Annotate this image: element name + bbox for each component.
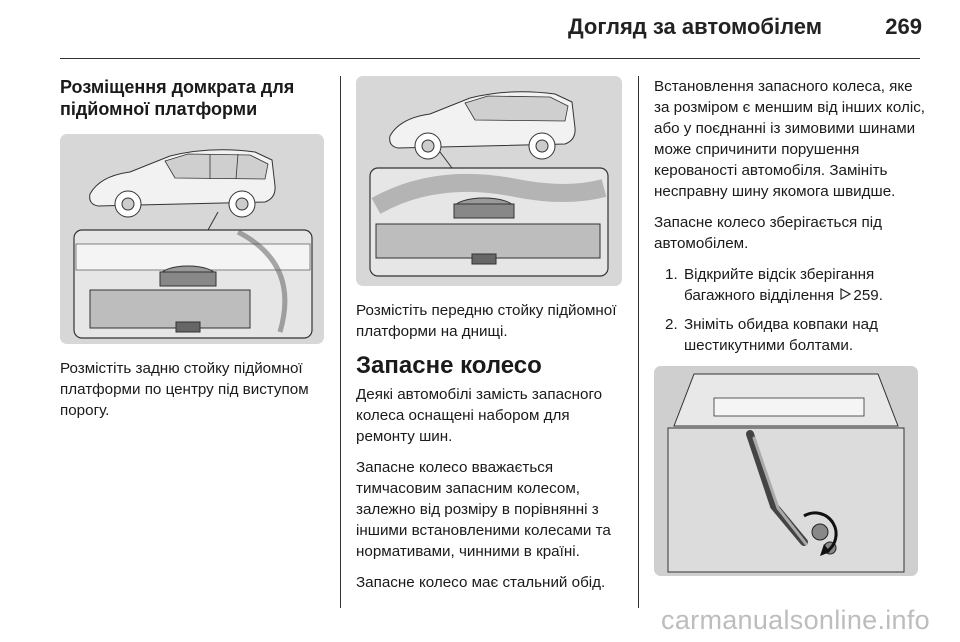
rear-lift-caption: Розмістіть задню стойку підйомної платформи по центру під виступом порогу. <box>60 360 309 419</box>
spare-wheel-paragraph-4: Встановлення запасного колеса, яке за розміром є меншим від інших коліс, або у поєднанні із зимовими шинами може спричинити порушення керованості автомобіля. Замініть несправну шину якомога швидше. <box>654 78 926 200</box>
column-divider-left <box>340 76 341 608</box>
header-divider <box>60 58 920 59</box>
arrow-reference-icon <box>840 285 851 306</box>
front-lift-caption: Розмістіть передню стойку підйомної платформи на днищі. <box>356 302 617 340</box>
left-column <box>60 76 328 431</box>
steps-list <box>654 264 926 356</box>
figure-front-lift-point <box>356 76 622 286</box>
page-number: 269 <box>885 14 922 39</box>
spare-wheel-paragraph-5: Запасне колесо зберігається під автомобілем. <box>654 214 882 252</box>
column-divider-right <box>638 76 639 608</box>
spare-wheel-paragraph-1: Деякі автомобілі замість запасного колеса оснащені набором для ремонту шин. <box>356 386 603 445</box>
page-reference-link[interactable]: 259. <box>853 287 883 304</box>
step-number: 1. <box>665 266 678 283</box>
jack-position-heading: Розміщення домкрата для підйомної платформи <box>60 77 295 119</box>
spare-wheel-heading: Запасне колесо <box>356 352 542 379</box>
figure-rear-lift-point <box>60 134 324 344</box>
spare-wheel-paragraph-2: Запасне колесо вважається тимчасовим запасним колесом, залежно від розміру в порівнянні з іншими встановленими колесами та нормативами, чинними в країні. <box>356 459 611 560</box>
section-title: Догляд за автомобілем <box>567 14 822 39</box>
step-item <box>654 264 926 306</box>
car-front-lift-illustration <box>356 76 622 286</box>
spare-wheel-paragraph-3: Запасне колесо має стальний обід. <box>356 574 606 591</box>
right-column <box>654 76 926 576</box>
step-text: Відкрийте відсік зберігання багажного відділення <box>684 266 875 304</box>
figure-trunk-bolt-caps <box>654 366 918 576</box>
step-number: 2. <box>665 316 678 333</box>
middle-column <box>356 76 626 603</box>
step-item <box>654 314 926 356</box>
watermark: carmanualsonline.info <box>661 605 930 635</box>
car-rear-lift-illustration <box>60 134 324 344</box>
step-text: Зніміть обидва ковпаки над шестикутними болтами. <box>684 316 878 354</box>
trunk-illustration <box>654 366 918 576</box>
